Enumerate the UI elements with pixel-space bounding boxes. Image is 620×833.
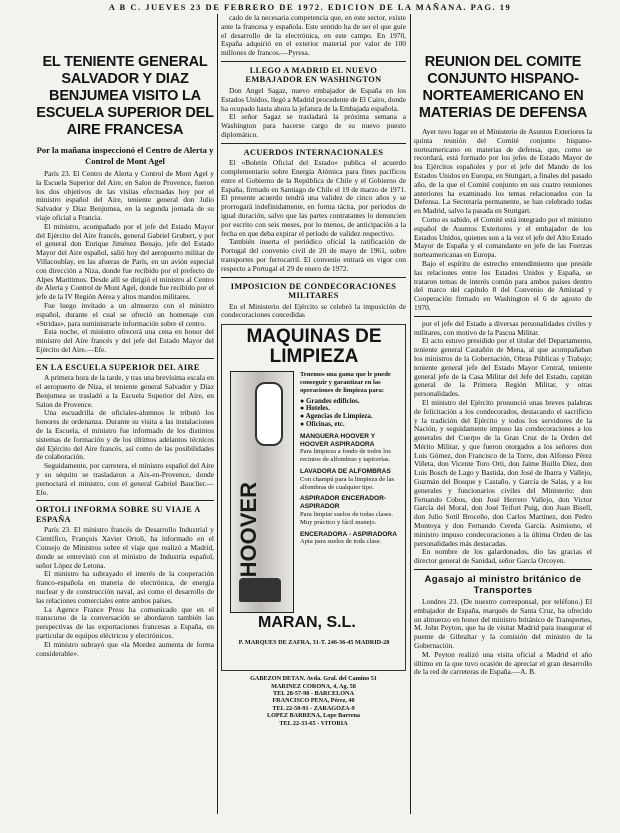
middle-column (221, 14, 406, 727)
ad-feature: ● Hoteles. (300, 404, 330, 413)
vacuum-bag-shape (255, 382, 283, 446)
ad-intro: Tenemos una gama que le puede conseguir y garantizar en las operaciones de limpieza para: (300, 371, 391, 394)
paragraph: El «Boletín Oficial del Estado» publica el acuerdo complementario sobre Energía Atómica para fines pacíficos entre el Gobierno de la República de Chile y el Gobierno de España, firmado en Santiago de Chile el 19 de marzo de 1971. El presente acuerdo tendrá una validez de cinco años y se prorrogará indefinidamente, en forma tácita, por períodos de igual duración, salvo que las partes contratantes lo denuncien por escrito con seis meses, por lo menos, de anticipación a la fecha en que deba expirar el período de validez respectivo. (221, 158, 406, 238)
right-headline: REUNION DEL COMITE CONJUNTO HISPANO-NORTEAMERICANO EN MATERIAS DE DEFENSA (418, 54, 588, 121)
divider (221, 143, 406, 144)
paragraph: El ministro, acompañado por el jefe del Estado Mayor del Ejército del Aire francés, general Gabriel Grubert, y por el general don Enrique Jiménez Benajo, jefe del Estado Mayor del Aire español, salió hoy del aeropuerto militar de Villacoublay, en las afueras de París, en un avión especial con dirección a Niza, donde fue recibido por el prefecto de Alpes Marítimos. Desde allí se dirigió el ministro al Centro de Alerta y Control de Mont Agel, donde fue recibido por el jefe de la IV Región Aérea y altos mandos militares. (36, 221, 214, 302)
section-heading-ortoli: ORTOLI INFORMA SOBRE SU VIAJE A ESPAÑA (36, 505, 201, 524)
dealer-line: MARINEZ CORONA, 4, Ag. 58 (271, 682, 356, 690)
divider (221, 277, 406, 278)
divider (221, 61, 406, 62)
divider (36, 358, 214, 359)
left-column (36, 54, 214, 658)
paragraph: La Agence France Press ha comunicado que en el transcurso de la conversación se abordaron también las perspectivas de las exportaciones francesas a España, en particular de equipos eléctricos y electrónicos. (36, 604, 214, 640)
divider (36, 500, 214, 501)
left-headline: EL TENIENTE GENERAL SALVADOR Y DIAZ BENJUMEA VISITO LA ESCUELA SUPERIOR DEL AIRE FRANCESA (36, 54, 214, 138)
dealer-line: LOPEZ BARRENA, Lope Barrena (266, 712, 361, 720)
paragraph: En nombre de los galardonados, dio las gracias el director general de Sanidad, señor García Orcoyen. (414, 547, 592, 566)
ad-entry: ASPIRADOR ENCERADOR-ASPIRADOR Para limpiar suelos de todas clases. Muy práctico y fácil manejo. (300, 495, 394, 526)
column-rule-1 (217, 14, 218, 814)
dealer-line: GABEZON DETAN. Avda. Gral. del Camino 51 (250, 675, 377, 683)
paragraph: Ayer tuvo lugar en el Ministerio de Asuntos Exteriores la quinta reunión del Comité conjunto hispano-norteamericano en materias de defensa, que, como se recordará, está formado por los jefes de Estado Mayor de los Ejércitos españoles y por el jefe del Mando de los Estados Unidos en Europa, en Stuttgart, a finales del pasado año, de la que el Comité conjunto en sus cuatro reuniones anteriores ha examinado los temas relacionados con la Defensa. La Secretaría permanente, se han celebrado todas en Madrid, salvo la pasada en Stuttgart. (414, 127, 592, 216)
paragraph: El acto estuvo presidido por el titular del Departamento, teniente general Castañón de Mena, al que acompañaban los ministros de la Gobernación, Obras Públicas y Trabajo; teniente general jefe del Estado Mayor Central, teniente general jefe de la Casa Militar del Jefe del Estado, capitán general de la Primera Región Militar, y otras personalidades. (414, 336, 592, 399)
vacuum-cleaner-image (230, 371, 294, 613)
section-heading-escuela: EN LA ESCUELA SUPERIOR DEL AIRE (36, 362, 200, 372)
dealer-line: TEL 28-57-98 - BARCELONA (273, 690, 354, 698)
left-subheadline: Por la mañana inspeccionó el Centro de Alerta y Control de Mont Agel (36, 145, 214, 166)
divider (414, 569, 592, 570)
paragraph: Fue luego invitado a un almuerzo con el ministro español, durante el cual se ofreció un homenaje con «Stridas», para suministrarle información sobre el centro. (36, 300, 214, 328)
ad-feature: ● Oficinas, etc. (300, 420, 345, 428)
column-rule-2 (410, 14, 411, 814)
vacuum-base-shape (239, 578, 281, 602)
paragraph: cado de la necesaria competencia que, en este sector, existe ante la francesa y española. Este sentido ha de ser el que guíe el desarrollo de la electrónica, en este campo. En 1970, España adquirió en el exterior material por valor de 100 millones de francos.—Pyresa. (221, 14, 406, 58)
page-header: A B C. JUEVES 23 DE FEBRERO DE 1972. EDICION DE LA MAÑANA. PAG. 19 (108, 2, 512, 12)
section-heading-imposicion: IMPOSICION DE CONDECORACIONES MILITARES (230, 281, 397, 301)
ad-title: MAQUINAS DE LIMPIEZA (246, 326, 382, 368)
paragraph: por el jefe del Estado a diversas personalidades civiles y militares, con motivo de la Pascua Militar. (414, 318, 592, 337)
paragraph: París 23. El Centro de Alerta y Control de Mont Agel y la Escuela Superior del Aire, en Salon de Provence, fueron los dos objetivos de las visitas efectuadas hoy por el ministro español del Aire, teniente general don Julio Salvador y Díaz Benjumea, en la segunda jornada de su viaje oficial a Francia. (36, 169, 214, 222)
section-heading-agasajo: Agasajo al ministro británico de Transportes (424, 574, 582, 597)
dealer-line: TEL 22-50-91 - ZARAGOZA-9 (272, 704, 355, 712)
paragraph: Bajo el espíritu de estrecho entendimiento que preside las relaciones entre los Estados Unidos y España, se trataron temas de interés común para ambos países dentro del marco del capítulo 8 del Convenio de Amistad y Cooperación firmado en Washington el 6 de agosto de 1970. (414, 258, 592, 312)
paragraph: Seguidamente, por carretera, el ministro español del Aire y su séquito se trasladaron a Aix-en-Provence, donde pernoctará el ministro, con el general Gabriel Bauclier.—Efe. (36, 461, 214, 497)
section-heading-acuerdos: ACUERDOS INTERNACIONALES (243, 147, 384, 157)
divider (414, 316, 592, 317)
paragraph: El ministro del Ejército pronunció unas breves palabras de felicitación a los condecorados, destacando el sacrificio y la tradición del Ejército y todos los servidores de la Nación, y seguidamente impuso las condecoraciones a los generales del Cuerpo de la Gran Cruz de la Orden del Mérito Militar, y que fueron otorgados a los señores don Luis Gómez, don Francisco de la Torre, don Alfonso Pérez Viñeta, don Vicente Toro Orti, don Jaime Buillo Díez, don Luis Bosch de Lago y Bastida, don José de Ibarra y Vallejo, Guzmán del Bosque y Castaño, y García de Salas, y a los generales y funcionarios civiles del Ministerio: don Fernando Cobos, don José Herrero Vallejo, don Victor García del Moral, don José Teifort Puig, don Juan Bisell, don Julio Sotil Broceño, don Carlos Martínez, don Pedro Montoya y don Fernando Cereda García. Asimismo, el ministro impuso condecoraciones a la última Orden de las personalidades más destacadas. (414, 397, 592, 548)
hoover-brand-vertical: HOOVER (236, 482, 261, 578)
ad-feature: ● Grandes edificios. (300, 396, 360, 405)
paragraph: El ministro ha subrayado el interés de la cooperación franco-española en materia de electrónica, de energía nuclear y de construcción naval, así como el desarrollo de las relaciones comerciales entre ambos países. (36, 569, 214, 605)
paragraph: También inserta el periódico oficial la ratificación de Portugal del convenio civil de 20 de mayo de 1961, sobre transportes por ferrocarril. El convenio entrará en vigor con respecto a Portugal el 29 de enero de 1972. (221, 237, 406, 273)
ad-address: P. MARQUES DE ZAFRA, 31-T. 246-36-45 MADRID-28 (238, 639, 390, 647)
paragraph: París 23. El ministro francés de Desarrollo Industrial y Científico, François Xavier Ortoli, ha informado en el Consejo de Ministros sobre el viaje que realizó a Madrid, donde se entrevistó con el ministro de Industria español, señor López de Letona. (36, 525, 214, 570)
paragraph: A primera hora de la tarde, y tras una brevísima escala en el aeropuerto de Niza, el teniente general Salvador y Díaz Benjumea se trasladó a la Escuela Superior del Aire, en Salon de Provence. (36, 373, 214, 409)
ad-copy (300, 371, 404, 546)
right-column (414, 54, 592, 677)
ad-feature: ● Agencias de Limpieza. (300, 412, 373, 421)
dealer-line: TEL 22-33-65 - VITORIA (279, 719, 348, 727)
ad-entry: MANGUERA HOOVER Y HOOVER ASPIRADORA Para limpieza a fondo de todos los recintos de alfombras y tapicerías. (300, 432, 391, 464)
hoover-advertisement (221, 324, 406, 671)
paragraph: Una escuadrilla de oficiales-alumnos le tributó los honores de ordenanza. Durante su visita a las instalaciones de la Escuela, el ministro fue informado de los distintos sistemas de formación y de los últimos adelantos técnicos del Ejército del Aire francés, así como de las posibilidades de colaboración. (36, 408, 214, 462)
paragraph: Londres 23. (De nuestro corresponsal, por teléfono.) El embajador de España, marqués de Santa Cruz, ha ofrecido un almuerzo en honor del ministro británico de Transportes, M. John Peyton, que ha de visitar Madrid para inaugurar el puente de Gibraltar y la comisión del ministro de la Gobernación. (414, 597, 592, 651)
ad-entry: ENCERADORA - ASPIRADORA Apta para suelos de toda clase. (300, 530, 397, 546)
paragraph: M. Peyton realizó una visita oficial a Madrid el año último en la que tuvo ocasión de apreciar el gran desarrollo de la red de carreteras de España.—A. B. (414, 649, 592, 677)
ad-company: MARAN, S.L. (258, 614, 356, 632)
dealer-line: FRANCISCO PENA, Pérez, 40 (272, 697, 355, 705)
paragraph: El señor Sagaz se trasladará la próxima semana a Washington para hacerse cargo de su nuevo puesto diplomático. (221, 112, 406, 139)
paragraph: Como es sabido, el Comité está integrado por el ministro español de Asuntos Exteriores y el embajador de los Estados Unidos, quienes son a la vez el jefe del Alto Estado Mayor de España y el comandante en jefe de las Fuerzas norteamericanas en Europa. (414, 214, 592, 260)
paragraph: En el Ministerio del Ejército se celebró la imposición de condecoraciones concedidas (221, 301, 406, 320)
ad-entry: LAVADORA DE ALFOMBRAS Con champú para la limpieza de las alfombras de cualquier tipo. (300, 467, 395, 491)
dealer-list (221, 675, 406, 727)
section-heading-llego: LLEGO A MADRID EL NUEVO EMBAJADOR EN WASHINGTON (245, 65, 382, 85)
paragraph: Don Angel Sagaz, nuevo embajador de España en los Estados Unidos, llegó a Madrid procedente de El Cairo, donde ha ocupado hasta ahora la jefatura de la Embajada española. (221, 85, 406, 113)
paragraph: El ministro subrayó que «la Mordez aumenta de forma considerable». (36, 639, 214, 658)
paragraph: Esta noche, el ministro ofrecerá una cena en honor del ministro del Aire francés y del jefe del Estado Mayor del Ejército del Aire.—Efe. (36, 327, 214, 354)
